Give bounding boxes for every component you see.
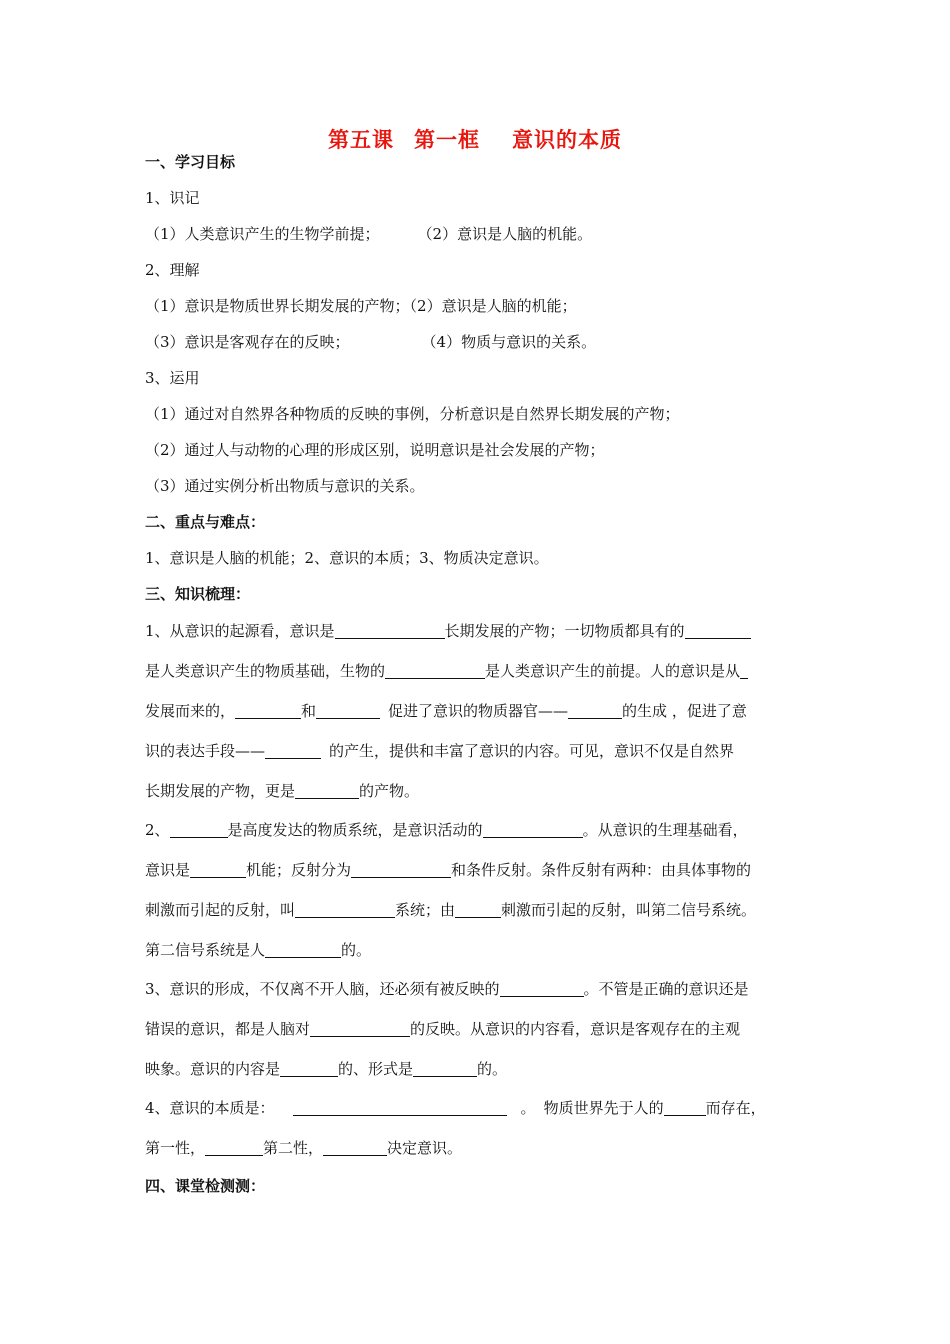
section-2-heading: 二、重点与难点： bbox=[145, 513, 266, 531]
s1-sub3-b: （2）通过人与动物的心理的形成区别，说明意识是社会发展的产物； bbox=[145, 441, 605, 459]
p2-line1 bbox=[145, 820, 748, 840]
text: 是高度发达的物质系统，是意识活动的 bbox=[227, 821, 483, 839]
title-section: 第一框 bbox=[414, 128, 480, 152]
p1-line4 bbox=[145, 741, 734, 761]
text: 。不管是正确的意识还是 bbox=[583, 980, 749, 998]
fill-blank[interactable] bbox=[235, 702, 301, 719]
title-lesson: 第五课 bbox=[328, 128, 394, 152]
text: 是人类意识产生的前提。人的意识是从 bbox=[485, 662, 741, 680]
text: 和条件反射。条件反射有两种：由具体事物的 bbox=[451, 861, 752, 879]
text: 的产生，提供和丰富了意识的内容。可见，意识不仅是自然界 bbox=[329, 742, 735, 760]
page-title bbox=[0, 124, 950, 154]
text: 的。 bbox=[477, 1060, 508, 1078]
p1-line5 bbox=[145, 781, 419, 801]
fill-blank[interactable] bbox=[500, 980, 584, 997]
text: 促进了意识的物质器官—— bbox=[388, 702, 569, 720]
text: 第一性， bbox=[145, 1139, 206, 1157]
s1-sub2-b: （2）意识是人脑的机能； bbox=[409, 297, 577, 315]
fill-blank[interactable] bbox=[685, 622, 751, 639]
s1-sub3-a: （1）通过对自然界各种物质的反映的事例，分析意识是自然界长期发展的产物； bbox=[145, 405, 680, 423]
fill-blank[interactable] bbox=[455, 901, 501, 918]
p1-line2 bbox=[145, 661, 748, 681]
text: 第二性， bbox=[263, 1139, 324, 1157]
text: 长期发展的产物，更是 bbox=[145, 782, 296, 800]
s1-sub1-b: （2）意识是人脑的机能。 bbox=[417, 225, 593, 243]
text: 3、意识的形成，不仅离不开人脑，还必须有被反映的 bbox=[145, 980, 500, 998]
text: 而存在， bbox=[705, 1099, 766, 1117]
s1-sub1-items bbox=[145, 224, 592, 244]
fill-blank[interactable] bbox=[190, 861, 246, 878]
s1-sub3: 3、运用 bbox=[145, 369, 200, 387]
text: 的。 bbox=[341, 941, 372, 959]
s1-sub1: 1、识记 bbox=[145, 189, 200, 207]
s1-sub2-c: （3）意识是客观存在的反映； bbox=[145, 333, 350, 351]
fill-blank[interactable] bbox=[385, 662, 485, 679]
s1-sub2-row1 bbox=[145, 296, 577, 316]
p2-line3 bbox=[145, 900, 756, 920]
text: 4、意识的本质是： bbox=[145, 1099, 275, 1117]
fill-blank[interactable] bbox=[740, 662, 748, 679]
p1-line1 bbox=[145, 621, 751, 641]
p3-line2 bbox=[145, 1019, 740, 1039]
section-3-heading: 三、知识梳理： bbox=[145, 585, 251, 603]
text: 的产物。 bbox=[359, 782, 420, 800]
text: 1、从意识的起源看，意识是 bbox=[145, 622, 335, 640]
s1-sub1-a: （1）人类意识产生的生物学前提； bbox=[145, 225, 380, 243]
s1-sub2-a: （1）意识是物质世界长期发展的产物； bbox=[145, 297, 410, 315]
text: 2、 bbox=[145, 821, 170, 839]
fill-blank[interactable] bbox=[664, 1099, 706, 1116]
text: 刺激而引起的反射，叫第二信号系统。 bbox=[501, 901, 757, 919]
text: 决定意识。 bbox=[387, 1139, 463, 1157]
text: 和 bbox=[301, 702, 317, 720]
p3-line1 bbox=[145, 979, 749, 999]
fill-blank[interactable] bbox=[280, 1060, 338, 1077]
text: 的、形式是 bbox=[338, 1060, 414, 1078]
text: 的生成 ，促进了意 bbox=[622, 702, 747, 720]
fill-blank[interactable] bbox=[205, 1139, 263, 1156]
text: 。 bbox=[520, 1099, 536, 1117]
text: 刺激而引起的反射，叫 bbox=[145, 901, 296, 919]
text: 第二信号系统是人 bbox=[145, 941, 266, 959]
fill-blank[interactable] bbox=[310, 1020, 410, 1037]
text: 映象。意识的内容是 bbox=[145, 1060, 281, 1078]
p4-line2 bbox=[145, 1138, 462, 1158]
text: 识的表达手段—— bbox=[145, 742, 266, 760]
text: 系统；由 bbox=[395, 901, 456, 919]
p2-line2 bbox=[145, 860, 751, 880]
text: 长期发展的产物；一切物质都具有的 bbox=[444, 622, 685, 640]
text: 是人类意识产生的物质基础，生物的 bbox=[145, 662, 386, 680]
s1-sub3-c: （3）通过实例分析出物质与意识的关系。 bbox=[145, 477, 425, 495]
p2-line4 bbox=[145, 940, 371, 960]
fill-blank[interactable] bbox=[316, 702, 380, 719]
s1-sub2: 2、理解 bbox=[145, 261, 200, 279]
text: 错误的意识，都是人脑对 bbox=[145, 1020, 311, 1038]
fill-blank[interactable] bbox=[323, 1139, 387, 1156]
text: 。从意识的生理基础看， bbox=[582, 821, 748, 839]
text: 机能；反射分为 bbox=[246, 861, 352, 879]
text: 意识是 bbox=[145, 861, 191, 879]
s2-body: 1、意识是人脑的机能；2、意识的本质；3、物质决定意识。 bbox=[145, 549, 549, 567]
text: 物质世界先于人的 bbox=[543, 1099, 664, 1117]
fill-blank[interactable] bbox=[295, 782, 359, 799]
title-topic: 意识的本质 bbox=[512, 128, 622, 152]
p1-line3 bbox=[145, 701, 747, 721]
fill-blank[interactable] bbox=[335, 622, 445, 639]
section-1-heading: 一、学习目标 bbox=[145, 153, 236, 171]
fill-blank[interactable] bbox=[265, 742, 321, 759]
fill-blank[interactable] bbox=[170, 821, 228, 838]
text: 发展而来的， bbox=[145, 702, 236, 720]
fill-blank[interactable] bbox=[293, 1099, 507, 1116]
p3-line3 bbox=[145, 1059, 507, 1079]
fill-blank[interactable] bbox=[265, 941, 341, 958]
text: 的反映。从意识的内容看，意识是客观存在的主观 bbox=[410, 1020, 741, 1038]
s1-sub2-row2 bbox=[145, 332, 596, 352]
fill-blank[interactable] bbox=[351, 861, 451, 878]
s1-sub2-d: （4）物质与意识的关系。 bbox=[421, 333, 597, 351]
fill-blank[interactable] bbox=[413, 1060, 477, 1077]
p4-line1 bbox=[145, 1098, 766, 1118]
fill-blank[interactable] bbox=[568, 702, 622, 719]
fill-blank[interactable] bbox=[483, 821, 583, 838]
fill-blank[interactable] bbox=[295, 901, 395, 918]
section-4-heading: 四、课堂检测测： bbox=[145, 1177, 266, 1195]
